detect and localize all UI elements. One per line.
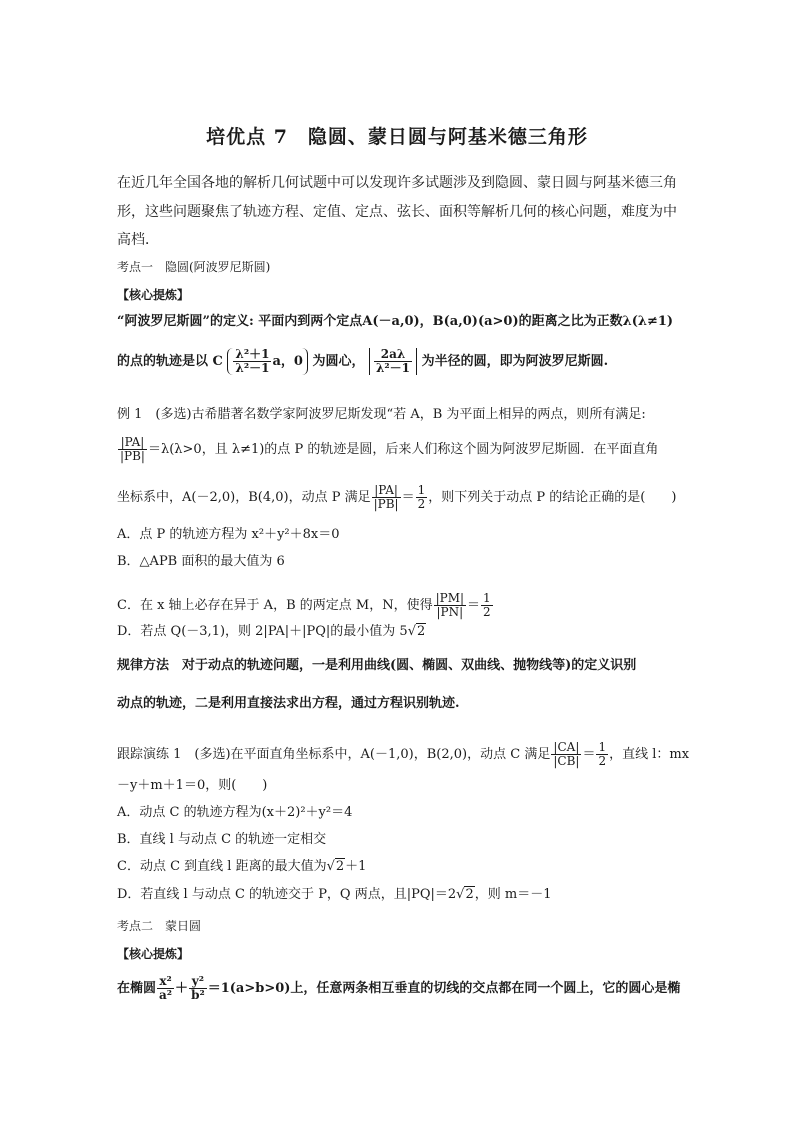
core-tag-1: 【核心提炼】 xyxy=(117,288,190,302)
section-heading-1: 考点一 隐圆(阿波罗尼斯圆) xyxy=(117,260,271,274)
method-line-1: 规律方法 对于动点的轨迹问题，一是利用曲线(圆、椭圆、双曲线、抛物线等)的定义识别 xyxy=(117,658,637,673)
radius-expression xyxy=(369,348,417,375)
y-fraction xyxy=(189,975,207,1002)
example-1-line-3-a: 坐标系中，A(－2,0)，B(4,0)，动点 P 满足 xyxy=(117,490,371,505)
option-c-fraction xyxy=(434,592,466,619)
drill-1-half-num: 1 xyxy=(598,740,607,754)
radius-fraction xyxy=(374,348,412,375)
ratio-den: |PB| xyxy=(120,449,145,463)
drill-option-d-sqrt: 2 xyxy=(465,887,474,902)
example-1-line-1: 例 1 (多选)古希腊著名数学家阿波罗尼斯发现“若 A，B 为平面上相异的两点，则所有满足: xyxy=(117,407,646,422)
x-den: a² xyxy=(159,988,173,1002)
center-fraction xyxy=(233,348,271,375)
drill-1-option-c: C．动点 C 到直线 l 距离的最大值为√2＋1 xyxy=(117,859,367,874)
condition-num: |PA| xyxy=(372,484,401,498)
drill-1-option-d: D．若直线 l 与动点 C 的轨迹交于 P，Q 两点，且|PQ|＝2√2，则 m＝－1 xyxy=(117,887,552,902)
radius-num: 2aλ xyxy=(374,348,412,362)
example-1-option-c xyxy=(117,592,494,619)
definition-line-2 xyxy=(117,348,608,375)
ratio-fraction xyxy=(118,436,147,463)
y-den: b² xyxy=(191,988,205,1002)
example-1-option-b: B．△APB 面积的最大值为 6 xyxy=(117,554,285,569)
drill-1-half xyxy=(596,741,608,768)
drill-1-line-2: －y＋m＋1＝0，则( ) xyxy=(117,778,268,793)
center-num: λ²＋1 xyxy=(235,347,270,361)
definition-text-c: 为半径的圆，即为阿波罗尼斯圆. xyxy=(421,354,609,369)
drill-option-c-tail: ＋1 xyxy=(345,859,367,874)
condition-den: |PB| xyxy=(373,497,399,511)
intro-line-2: 形，这些问题聚焦了轨迹方程、定值、定点、弦长、面积等解析几何的核心问题，难度为中 xyxy=(117,204,677,220)
drill-1-num: |CA| xyxy=(551,741,581,755)
half-den: 2 xyxy=(417,497,426,511)
option-c-half-num: 1 xyxy=(483,591,491,605)
y-num: y² xyxy=(189,975,207,989)
ratio-num: |PA| xyxy=(118,436,147,450)
center-expression xyxy=(227,348,308,375)
half-fraction xyxy=(416,484,428,511)
page-title: 培优点 7 隐圆、蒙日圆与阿基米德三角形 xyxy=(206,126,588,148)
condition-fraction xyxy=(372,484,401,511)
ellipse-text-a: 在椭圆 xyxy=(117,981,157,996)
drill-option-c-sqrt: 2 xyxy=(335,859,345,874)
example-1-line-2 xyxy=(117,436,658,463)
definition-text-b: 为圆心， xyxy=(312,354,365,369)
drill-option-c-text: C．动点 C 到直线 l 距离的最大值为 xyxy=(117,859,327,874)
definition-text-a: 的点的轨迹是以 C xyxy=(117,354,223,369)
drill-1-text-b: ，直线 l：mx xyxy=(609,747,690,762)
intro-line-3: 高档． xyxy=(117,232,159,248)
option-c-text: C．在 x 轴上必存在异于 A，B 的两定点 M，N，使得 xyxy=(117,598,433,613)
x-fraction xyxy=(157,975,174,1002)
example-1-line-2-text: ＝λ(λ>0，且 λ≠1)的点 P 的轨迹是圆，后来人们称这个圆为阿波罗尼斯圆．在平面直角 xyxy=(147,442,659,457)
drill-1-eq: ＝ xyxy=(582,747,596,762)
center-den: λ²－1 xyxy=(235,361,270,375)
drill-1-fraction xyxy=(551,741,581,768)
option-c-half xyxy=(481,592,493,619)
method-line-2: 动点的轨迹，二是利用直接法求出方程，通过方程识别轨迹. xyxy=(117,696,460,711)
drill-1-text-a: 跟踪演练 1 (多选)在平面直角坐标系中，A(－1,0)，B(2,0)，动点 C 满足 xyxy=(117,747,551,762)
half-num: 1 xyxy=(417,483,426,497)
condition-eq: ＝ xyxy=(401,490,415,505)
ellipse-text-b: ＝1(a>b>0)上，任意两条相互垂直的切线的交点都在同一个圆上，它的圆心是椭 xyxy=(207,981,681,996)
ellipse-plus: ＋ xyxy=(175,981,189,996)
option-c-half-den: 2 xyxy=(483,605,491,619)
ellipse-line-1 xyxy=(117,975,680,1002)
example-1-line-3-b: ，则下列关于动点 P 的结论正确的是( ) xyxy=(428,490,677,505)
example-1-option-d: D．若点 Q(－3,1)，则 2|PA|＋|PQ|的最小值为 5√2 xyxy=(117,624,426,639)
example-1-line-3 xyxy=(117,484,676,511)
drill-1-option-a: A．动点 C 的轨迹方程为(x＋2)²＋y²＝4 xyxy=(117,805,353,820)
drill-option-d-text: D．若直线 l 与动点 C 的轨迹交于 P，Q 两点，且|PQ|＝2 xyxy=(117,887,457,902)
drill-1-den: |CB| xyxy=(553,754,580,768)
drill-1-half-den: 2 xyxy=(598,754,607,768)
x-num: x² xyxy=(157,975,174,989)
option-c-den: |PN| xyxy=(436,605,464,619)
drill-option-d-tail: ，则 m＝－1 xyxy=(474,887,552,902)
option-d-text: D．若点 Q(－3,1)，则 2|PA|＋|PQ|的最小值为 5 xyxy=(117,624,408,639)
section-heading-2: 考点二 蒙日圆 xyxy=(117,919,202,933)
example-1-option-a: A．点 P 的轨迹方程为 x²＋y²＋8x＝0 xyxy=(117,527,340,542)
intro-line-1: 在近几年全国各地的解析几何试题中可以发现许多试题涉及到隐圆、蒙日圆与阿基米德三角 xyxy=(117,175,677,191)
option-c-num: |PM| xyxy=(435,591,465,605)
definition-line-1: “阿波罗尼斯圆”的定义: 平面内到两个定点A(－a,0)，B(a,0)(a>0)的距离之比为正数λ(λ≠1) xyxy=(117,314,674,329)
core-tag-2: 【核心提炼】 xyxy=(117,947,190,961)
radius-den: λ²－1 xyxy=(376,361,411,375)
option-d-sqrt: 2 xyxy=(417,624,426,639)
option-c-eq: ＝ xyxy=(467,598,481,613)
drill-1-line-1 xyxy=(117,741,689,768)
center-tail: a，0 xyxy=(272,354,303,369)
drill-1-option-b: B．直线 l 与动点 C 的轨迹一定相交 xyxy=(117,832,327,847)
